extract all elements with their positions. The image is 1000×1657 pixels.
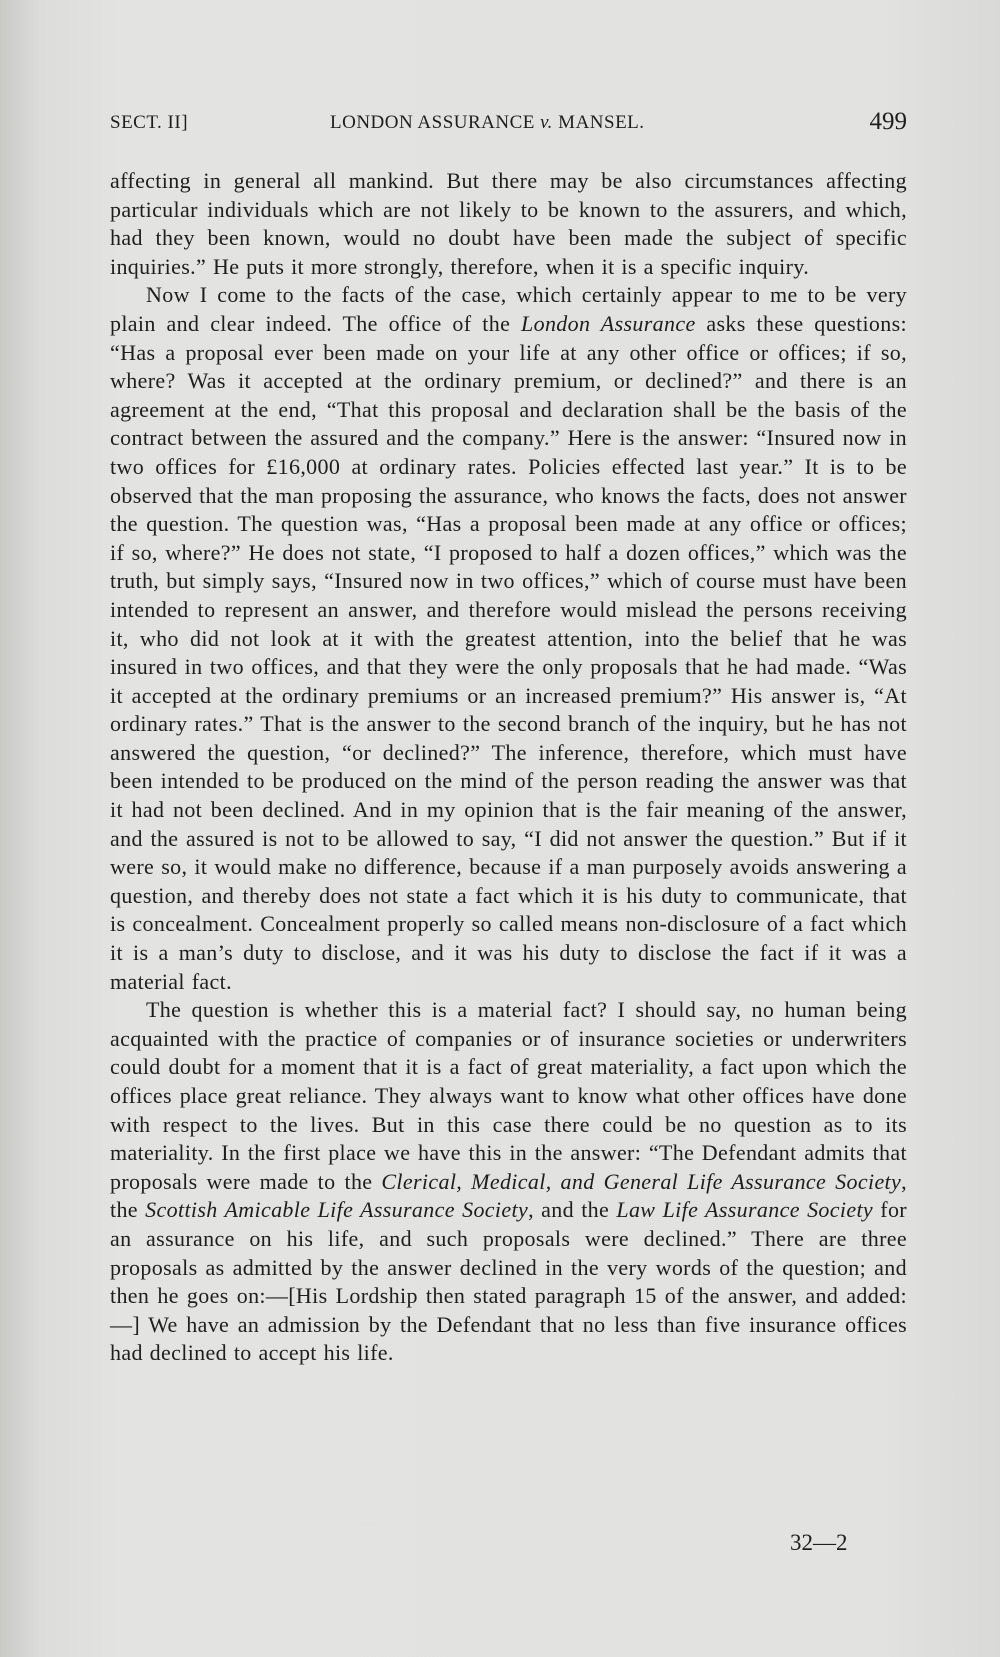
text-run: , the [110,1168,907,1223]
text-run: The question is whether this is a material fact? I should say, no human being acquainted with the practice of companies or of insurance societies or underwriters could doubt for a moment that it is a fact of great materiality, a fact upon which the offices place great reliance. They always want to know what other offices have done with respect to the lives. But in this case there could be no question as to its materiality. In the first place we have this in the answer: “The Defendant admits that proposals were made to the [110,997,907,1194]
paragraph [110,281,907,996]
page-number: 499 [869,108,907,135]
text-run: asks these questions: “Has a proposal ever been made on your life at any other office or offices; if so, where? Was it accepted at the ordinary premium, or declined?” and there is an agreement at the end, “That this proposal and declaration shall be the basis of the contract between the assured and the company.” Here is the answer: “Insured now in two offices for £16,000 at ordinary rates. Policies effected last year.” It is to be observed that the man proposing the assurance, who knows the facts, does not answer the question. The question was, “Has a proposal been made at any office or offices; if so, where?” He does not state, “I proposed to half a dozen offices,” which was the truth, but simply says, “Insured now in two offices,” which of course must have been intended to represent an answer, and therefore would mislead the persons receiving it, who did not look at it with the greatest attention, into the belief that he was insured in two offices, and that they were the only proposals that he had made. “Was it accepted at the ordinary premiums or an increased premium?” His answer is, “At ordinary rates.” That is the answer to the second branch of the inquiry, but he has not answered the question, “or declined?” The inference, therefore, which must have been intended to be produced on the mind of the person reading the answer was that it had not been declined. And in my opinion that is the fair meaning of the answer, and the assured is not to be allowed to say, “I did not answer the question.” But if it were so, it would make no difference, because if a man purposely avoids answering a question, and thereby does not state a fact which it is his duty to communicate, that is concealment. Concealment properly so called means non-disclosure of a fact which it is a man’s duty to disclose, and it was his duty to disclose the fact if it was a material fact. [110,310,908,994]
section-label: SECT. II] [110,112,189,133]
running-title [330,112,645,134]
running-title-versus: v. [540,112,553,133]
text-run: , and the [528,1197,617,1223]
running-head [110,108,907,140]
italic-text: Law Life Assurance Society [616,1197,874,1223]
italic-text: Scottish Amicable Life Assurance Society [145,1197,529,1223]
paragraph [110,167,907,281]
text-run: affecting in general all mankind. But there may be also circumstances affecting particular individuals which are not likely to be known to the assurers, and which, had they been known, would no doubt have been made the subject of specific inquiries.” He puts it more strongly, therefore, when it is a specific inquiry. [110,168,907,279]
running-title-left: LONDON ASSURANCE [330,112,541,133]
text-run: for an assurance on his life, and such proposals were declined.” There are three proposals as admitted by the answer declined in the very words of the question; and then he goes on:—[His Lordship then stated paragraph 15 of the answer, and added:—] We have an admission by the Defendant that no less than five insurance offices had declined to accept his life. [110,1197,907,1366]
body-text [110,167,907,1368]
signature-mark: 32—2 [790,1530,848,1555]
text-run: Now I come to the facts of the case, which certainly appear to me to be very plain and clear indeed. The office of the [110,282,907,336]
paragraph [110,996,907,1368]
italic-text: Clerical, Medical, and General Life Assurance Society [381,1168,902,1194]
italic-text: London Assurance [521,310,696,336]
running-title-right: MANSEL. [552,112,645,133]
